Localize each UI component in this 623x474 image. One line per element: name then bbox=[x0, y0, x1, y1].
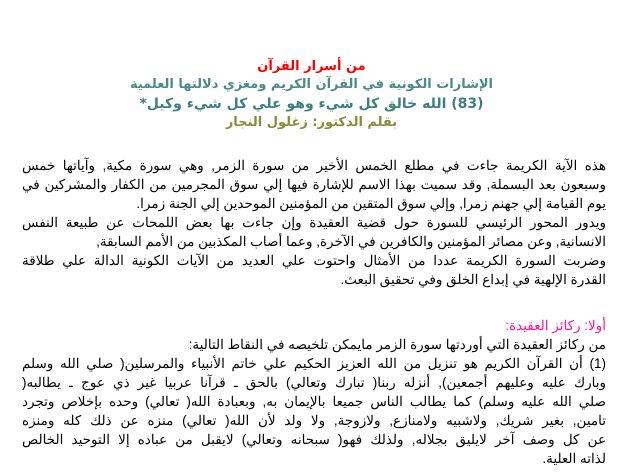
text-line: لذاته العلية. bbox=[542, 451, 606, 466]
text-line: وبارك عليه وعليهم أجمعين), أنزله ربنا( تبارك وتعالي) بالحق ـ قرآنا عربيا غير ذي عوج ـ يطالبه( bbox=[22, 375, 606, 390]
text-line: تامين, بغير شريك, ولاشبيه ولامنازع, ولازوجة, ولا ولد لأن الله( تعالي) منزه عن ذلك كله ومنزه bbox=[22, 413, 606, 428]
text-line: ويدور المحور الرئيسي للسورة حول قضية العقيدة وإن جاءت بها بعض اللمحات عن طبيعة النفس bbox=[22, 215, 606, 230]
text-line: يوم القيامة إلي جهنم زمرا, وإلي سوق المتقين من المؤمنين الموحدين إلي الجنة زمرا. bbox=[136, 196, 606, 211]
intro-paragraphs bbox=[22, 156, 606, 289]
text-line: وضربت السورة الكريمة عددا من الأمثال واحتوت علي العديد من الآيات الكونية الدالة علي طلاقة bbox=[22, 253, 606, 268]
text-line: الانسانية, وعن مصائر المؤمنين والكافرين في الآخرة, وعما أصاب المكذبين من الأمم السابقة, bbox=[96, 234, 606, 249]
text-line: (1) أن القرآن الكريم هو تنزيل من الله العزيز الحكيم علي خاتم الأنبياء والمرسلين( صلي الله وسلم bbox=[22, 356, 606, 371]
text-line: صلي الله عليه وسلم) كما يطالب الناس جميعا بالإيمان به, وبعبادة الله( تعالي) وحده بإخلاص وتجرد bbox=[22, 394, 606, 409]
section-heading: أولا: ركائز العقيدة: bbox=[505, 318, 606, 333]
text-line: وسبعون بعد البسملة, وقد سميت بهذا الاسم للإشارة فيها إلي سوق المجرمين من الكفار والمشركين في bbox=[22, 177, 606, 192]
section-creed bbox=[22, 316, 606, 468]
series-title: من أسرار القرآن bbox=[257, 59, 366, 74]
text-line: القدرة الإلهية في إبداع الخلق وفي تحقيق البعث. bbox=[340, 272, 606, 287]
text-line: عن كل وصف آخر لايليق بجلاله, ولذلك فهو( سبحانه وتعالي) لايقبل من عباده إلا التوحيد الخالص bbox=[22, 432, 606, 447]
author-byline: بقلم الدكتور: زغلول النجار bbox=[225, 115, 398, 130]
text-line: من ركائز العقيدة التي أوردتها سورة الزمر مايمكن تلخيصه في النقاط التالية: bbox=[188, 337, 606, 352]
verse-title: (83) الله خالق كل شيء وهو علي كل شيء وكيل* bbox=[139, 96, 484, 112]
text-line: هذه الآية الكريمة جاءت في مطلع الخمس الأخير من سورة الزمر, وهي سورة مكية, وآياتها خمس bbox=[22, 158, 606, 173]
article-title: الإشارات الكونية في القرآن الكريم ومغزي دلالتها العلمية bbox=[129, 77, 494, 92]
